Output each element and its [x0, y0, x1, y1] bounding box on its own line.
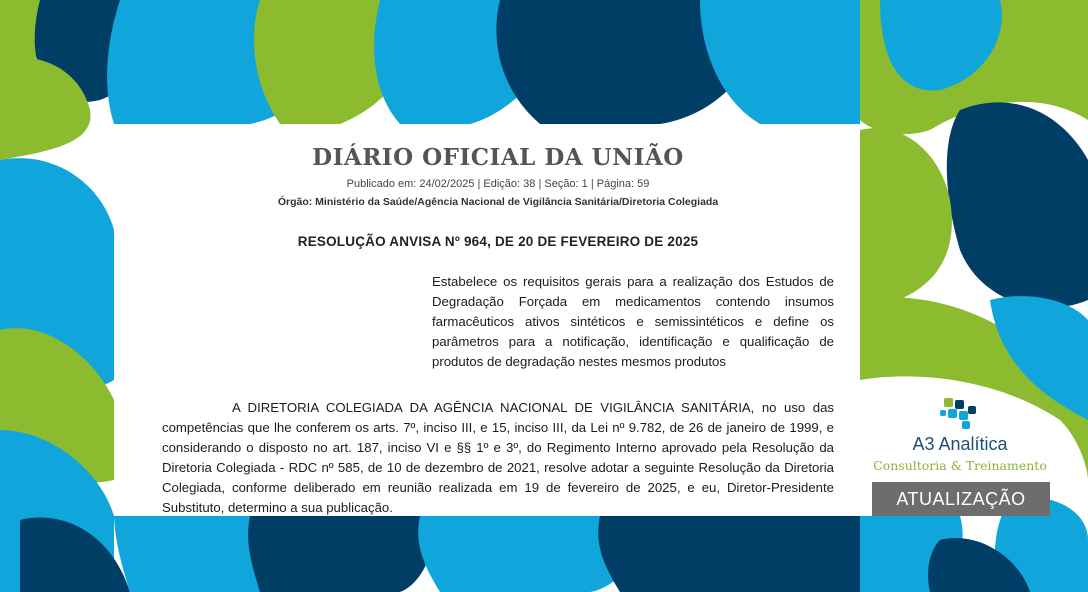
brand-name: A3 Analítica	[912, 434, 1008, 454]
resolution-heading: RESOLUÇÃO ANVISA Nº 964, DE 20 DE FEVEREIRO DE 2025	[297, 234, 699, 249]
organ-line: Órgão: Ministério da Saúde/Agência Nacional de Vigilância Sanitária/Diretoria Colegiada	[277, 196, 719, 208]
update-badge: ATUALIZAÇÃO	[872, 482, 1050, 516]
body-paragraph: A DIRETORIA COLEGIADA DA AGÊNCIA NACIONAL DE VIGILÂNCIA SANITÁRIA, no uso das competências que lhe conferem os arts. 7º, inciso III, e 15, inciso III, da Lei nº 9.782, de 26 de janeiro de 1999, e considerando o disposto no art. 187, inciso VI e §§ 1º e 3º, do Regimento Interno aprovado pela Resolução da Diretoria Colegiada - RDC nº 585, de 10 de dezembro de 2021, resolve adotar a seguinte Resolução da Diretoria Colegiada, conforme deliberado em reunião realizada em 19 de fevereiro de 2025, e eu, Diretor-Presidente Substituto, determino a sua publicação.	[162, 400, 834, 515]
document-title: DIÁRIO OFICIAL DA UNIÃO	[312, 144, 684, 171]
publication-meta: Publicado em: 24/02/2025 | Edição: 38 | Seção: 1 | Página: 59	[346, 178, 650, 190]
brand-tagline: Consultoria & Treinamento	[873, 458, 1047, 473]
ementa-paragraph: Estabelece os requisitos gerais para a realização dos Estudos de Degradação Forçada em medicamentos contendo insumos farmacêuticos ativos sintéticos e semissintéticos e define os parâmetros para a notificação, identificação e qualificação de produtos de degradação nestes mesmos produtos	[432, 274, 834, 369]
a3-cross-logo-icon	[938, 396, 982, 432]
brand-block	[868, 396, 1052, 473]
document-panel	[114, 124, 860, 516]
